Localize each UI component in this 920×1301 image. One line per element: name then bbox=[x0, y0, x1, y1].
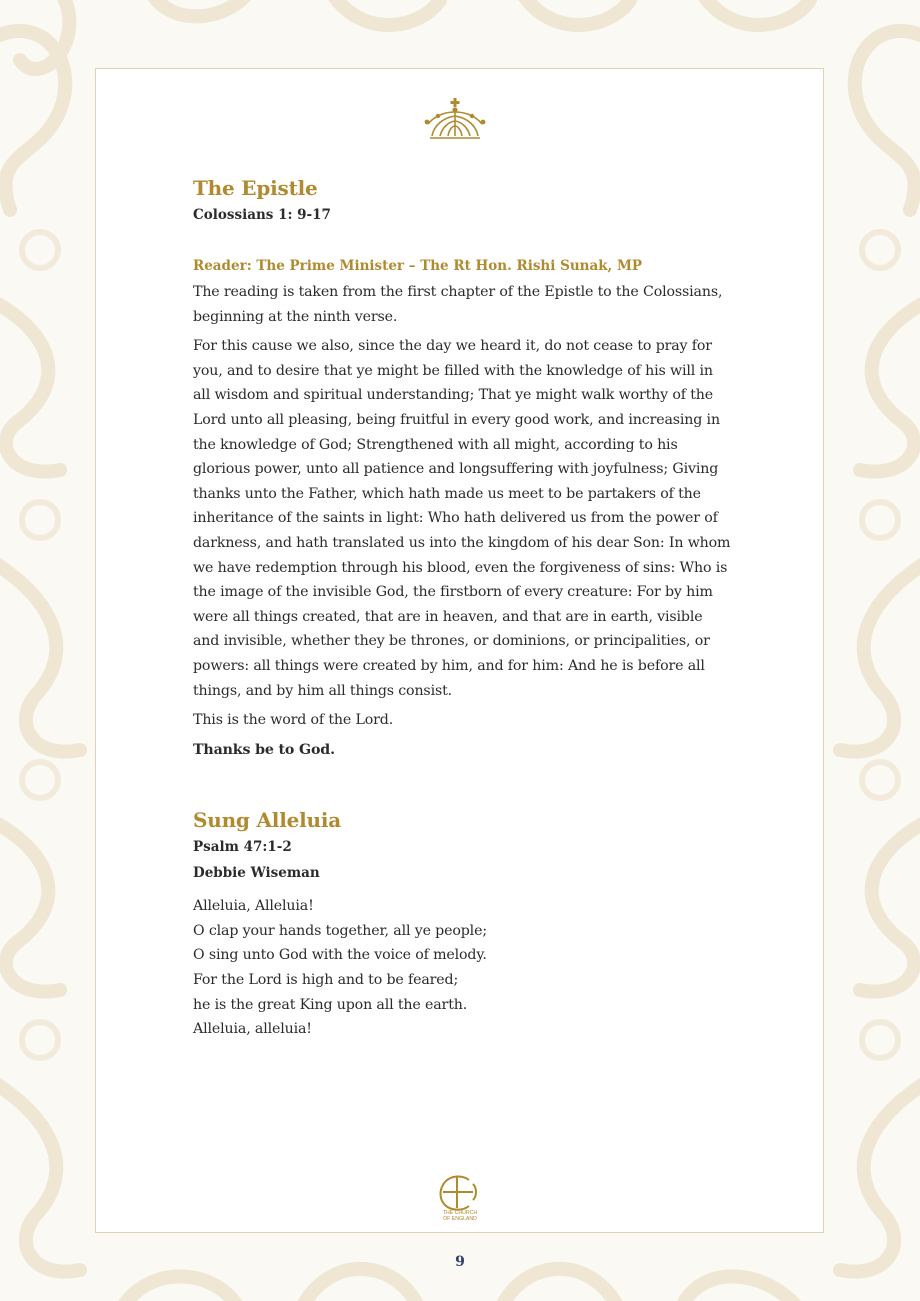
church-of-england-wordmark: THE CHURCH OF ENGLAND bbox=[442, 1210, 478, 1222]
alleluia-line: For the Lord is high and to be feared; bbox=[193, 972, 459, 989]
alleluia-section bbox=[193, 806, 733, 1042]
alleluia-title: Sung Alleluia bbox=[193, 808, 342, 833]
alleluia-line: he is the great King upon all the earth. bbox=[193, 996, 468, 1013]
alleluia-line: Alleluia, Alleluia! bbox=[193, 898, 314, 915]
alleluia-line: O sing unto God with the voice of melody. bbox=[193, 947, 487, 964]
alleluia-line: Alleluia, alleluia! bbox=[193, 1021, 312, 1038]
epistle-title: The Epistle bbox=[193, 176, 318, 200]
alleluia-lines bbox=[193, 894, 733, 1042]
main-content bbox=[193, 174, 733, 1042]
alleluia-line: O clap your hands together, all ye people; bbox=[193, 922, 487, 939]
epistle-reading: For this cause we also, since the day we heard it, do not cease to pray for you, and to desire that ye might be filled with the knowledge of his will in all wisdom and spiritual understanding; That ye might walk worthy of the Lord unto all pleasing, being fruitful in every good work, and increasing in the knowledge of God; Strengthened with all might, according to his glorious power, unto all patience and longsuffering with joyfulness; Giving thanks unto the Father, which hath made us meet to be partakers of the inheritance of the saints in light: Who hath delivered us from the power of darkness, and hath translated us into the kingdom of his dear Son: In whom we have redemption through his blood, even the forgiveness of sins: Who is the image of the invisible God, the firstborn of every creature: For by him were all things created, that are in heaven, and that are in earth, visible and invisible, whether they be thrones, or dominions, or principalities, or powers: all things were created by him, and for him: And he is before all things, and by him all things consist. bbox=[193, 338, 731, 699]
epistle-closing: This is the word of the Lord. bbox=[193, 712, 394, 729]
alleluia-composer: Debbie Wiseman bbox=[193, 865, 320, 882]
epistle-reference: Colossians 1: 9-17 bbox=[193, 207, 331, 223]
epistle-response: Thanks be to God. bbox=[193, 741, 335, 758]
crown-icon bbox=[422, 98, 488, 142]
epistle-reader: Reader: The Prime Minister – The Rt Hon. Rishi Sunak, MP bbox=[193, 258, 643, 274]
alleluia-reference: Psalm 47:1-2 bbox=[193, 839, 292, 856]
page-number: 9 bbox=[455, 1254, 465, 1270]
epistle-intro: The reading is taken from the first chapter of the Epistle to the Colossians, beginning at the ninth verse. bbox=[193, 284, 723, 325]
